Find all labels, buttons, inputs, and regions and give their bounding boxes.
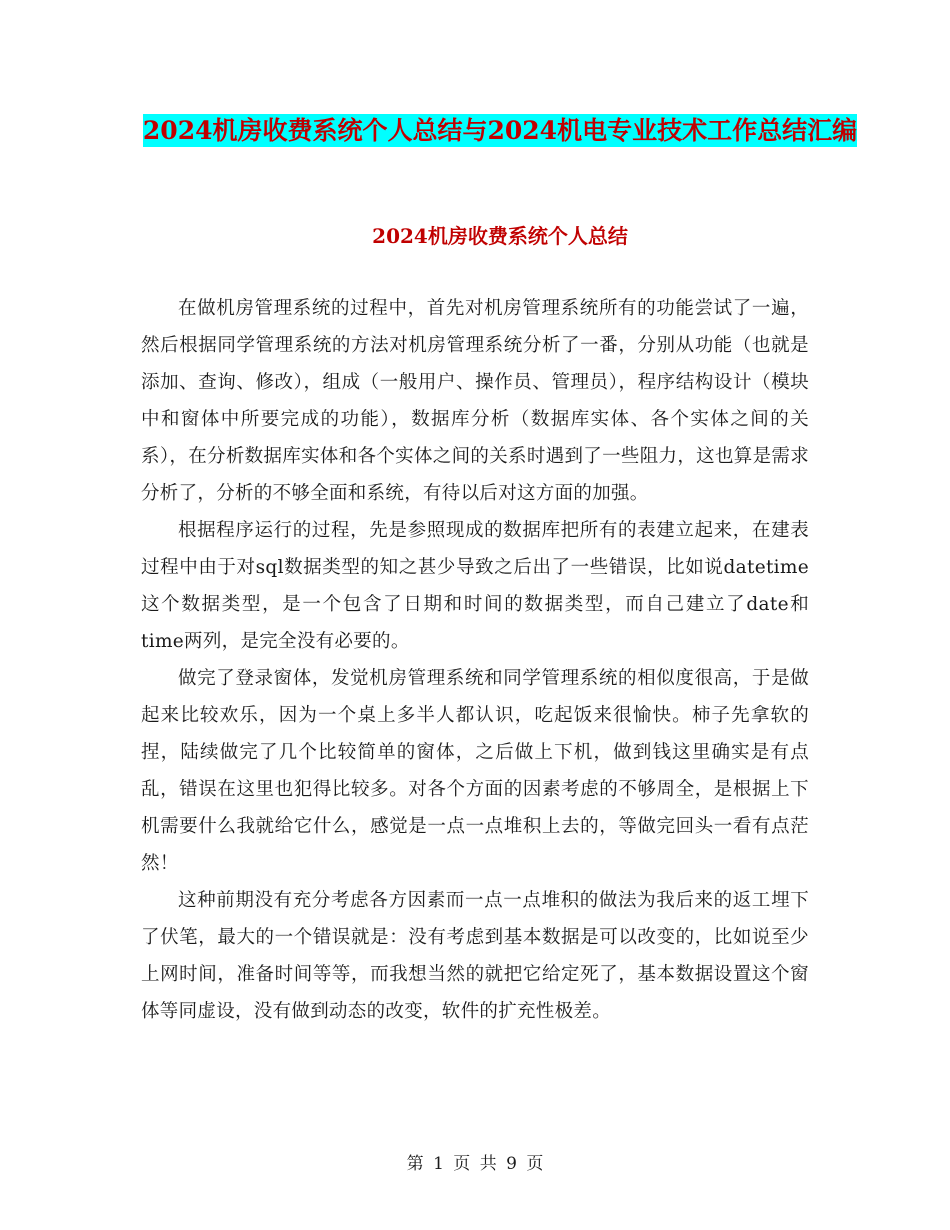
paragraph-2: 根据程序运行的过程，先是参照现成的数据库把所有的表建立起来，在建表过程中由于对sql数据类型的知之甚少导致之后出了一些错误，比如说datetime这个数据类型，是一个包含了日期和时间的数据类型，而自己建立了date和time两列，是完全没有必要的。	[141, 520, 809, 652]
page-footer: 第 1 页 共 9 页	[406, 1154, 544, 1174]
document-body	[141, 290, 809, 1030]
document-title-text: 2024机房收费系统个人总结与2024机电专业技术工作总结汇编	[142, 116, 858, 145]
paragraph-3: 做完了登录窗体，发觉机房管理系统和同学管理系统的相似度很高，于是做起来比较欢乐，因为一个桌上多半人都认识，吃起饭来很愉快。柿子先拿软的捏，陆续做完了几个比较简单的窗体，之后做上下机，做到钱这里确实是有点乱，错误在这里也犯得比较多。对各个方面的因素考虑的不够周全，是根据上下机需要什么我就给它什么，感觉是一点一点堆积上去的，等做完回头一看有点茫然！	[141, 668, 809, 874]
section-title: 2024机房收费系统个人总结	[372, 224, 628, 248]
paragraph-4: 这种前期没有充分考虑各方因素而一点一点堆积的做法为我后来的返工埋下了伏笔，最大的一个错误就是：没有考虑到基本数据是可以改变的，比如说至少上网时间，准备时间等等，而我想当然的就把它给定死了，基本数据设置这个窗体等同虚设，没有做到动态的改变，软件的扩充性极差。	[141, 890, 809, 1022]
paragraph-1: 在做机房管理系统的过程中，首先对机房管理系统所有的功能尝试了一遍，然后根据同学管理系统的方法对机房管理系统分析了一番，分别从功能（也就是添加、查询、修改），组成（一般用户、操作员、管理员），程序结构设计（模块中和窗体中所要完成的功能），数据库分析（数据库实体、各个实体之间的关系），在分析数据库实体和各个实体之间的关系时遇到了一些阻力，这也算是需求分析了，分析的不够全面和系统，有待以后对这方面的加强。	[141, 298, 809, 504]
document-title	[140, 108, 860, 154]
